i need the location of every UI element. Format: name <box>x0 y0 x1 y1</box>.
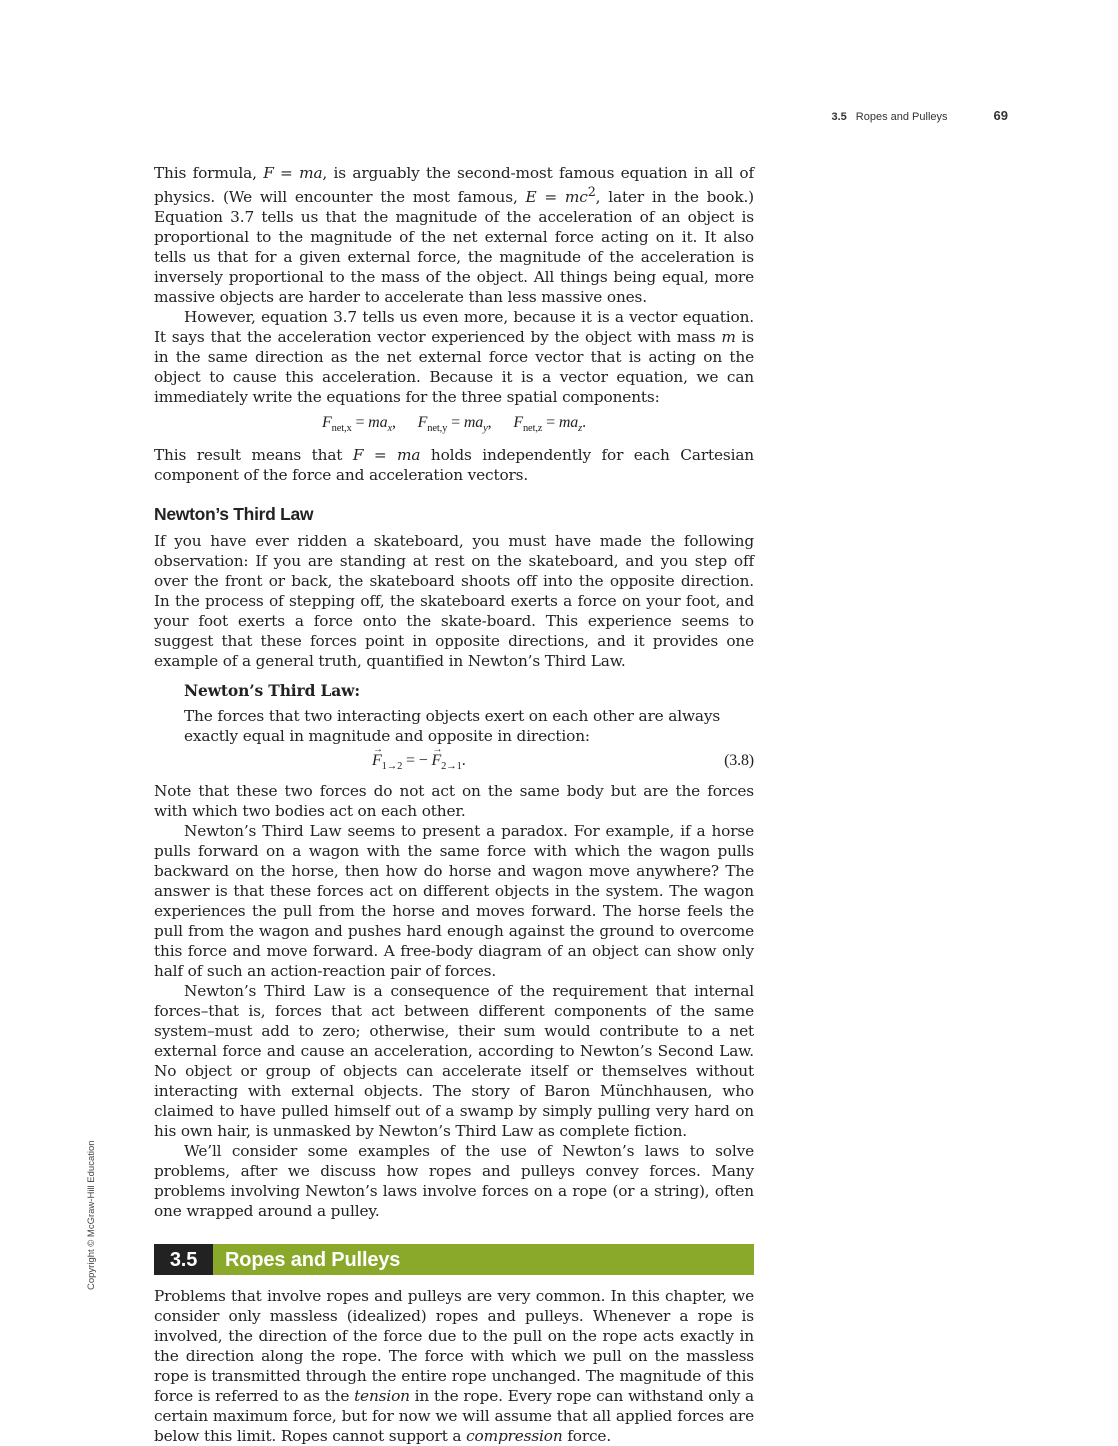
paragraph-vector-equation: However, equation 3.7 tells us even more, because it is a vector equation. It says that the acceleration vector experienced by the object with mass m is in the same direction as the net external force vector that is acting on the object to cause this acceleration. Because it is a vector equation, we can immediately write the equations for the three spatial components: <box>154 308 754 407</box>
running-head <box>832 108 1009 123</box>
paragraph-cartesian: This result means that F = ma holds independently for each Cartesian component of the force and acceleration vectors. <box>154 446 754 485</box>
paragraph-skateboard: If you have ever ridden a skateboard, you must have made the following observation: If you are standing at rest on the skateboard, and you step off over the front or back, the skateboard shoots off into the opposite direction. In the process of stepping off, the skateboard exerts a force on your foot, and your foot exerts a force onto the skate-board. This experience seems to suggest that these forces point in opposite directions, and it provides one example of a general truth, quantified in Newton’s Third Law. <box>154 532 754 671</box>
running-head-section-title: Ropes and Pulleys <box>855 111 948 123</box>
law-statement-box <box>184 680 754 746</box>
section-heading-bar <box>154 1244 754 1275</box>
paragraph-paradox: Newton’s Third Law seems to present a paradox. For example, if a horse pulls forward on a wagon with the same force with which the wagon pulls backward on the horse, then how do horse and wagon move anywhere? The answer is that these forces act on different objects in the system. The wagon experiences the pull from the horse and moves forward. The horse feels the pull from the wagon and pushes hard enough against the ground to overcome this force and move forward. A free-body diagram of an object can show only half of such an action-reaction pair of forces. <box>154 822 754 981</box>
paragraph-ropes-intro: We’ll consider some examples of the use of Newton’s laws to solve problems, after we discuss how ropes and pulleys convey forces. Many problems involving Newton’s laws involve forces on a rope (or a string), often one wrapped around a pulley. <box>154 1142 754 1221</box>
running-head-section-number: 3.5 <box>831 111 847 123</box>
component-equations <box>154 412 754 440</box>
equation-3-8-formula: → $F_{1\to 2}$ = − → $F_{2\to 1}$. <box>372 750 466 778</box>
copyright-notice: Copyright © McGraw-Hill Education <box>86 1140 97 1290</box>
law-statement: The forces that two interacting objects exert on each other are always exactly equal in magnitude and opposite in direction: <box>184 707 721 746</box>
law-title: Newton’s Third Law: <box>184 681 360 701</box>
page-body <box>154 163 754 1446</box>
subheading-third-law: Newton’s Third Law <box>154 504 314 525</box>
paragraph-note-forces: Note that these two forces do not act on the same body but are the forces with which two bodies act on each other. <box>154 782 754 821</box>
equation-3-8 <box>154 750 754 772</box>
page-number: 69 <box>993 108 1008 123</box>
equation-x: $F_{net,x} = ma_x$, <box>322 414 396 435</box>
paragraph-ropes-pulleys: Problems that involve ropes and pulleys are very common. In this chapter, we consider only massless (idealized) ropes and pulleys. Whenever a rope is involved, the direction of the force due to the pull on the rope acts exactly in the direction along the rope. The force with which we pull on the massless rope is transmitted through the entire rope unchanged. The magnitude of this force is referred to as the tension in the rope. Every rope can withstand only a certain maximum force, but for now we will assume that all applied forces are below this limit. Ropes cannot support a compression force. <box>154 1287 754 1446</box>
equation-number: (3.8) <box>724 752 754 770</box>
equation-z: $F_{net,z} = ma_z$. <box>513 414 586 435</box>
equation-y: $F_{net,y} = ma_y$, <box>417 414 492 435</box>
section-number: 3.5 <box>154 1244 213 1275</box>
paragraph-formula-intro: This formula, F = ma, is arguably the second-most famous equation in all of physics. (We will encounter the most famous, $E = mc^2$, later in the book.) Equation 3.7 tells us that the magnitude of the acceleration of an object is proportional to the magnitude of the net external force acting on it. It also tells us that for a given external force, the magnitude of the acceleration is inversely proportional to the mass of the object. All things being equal, more massive objects are harder to accelerate than less massive ones. <box>154 164 754 307</box>
section-title: Ropes and Pulleys <box>213 1244 754 1275</box>
paragraph-internal-forces: Newton’s Third Law is a consequence of the requirement that internal forces–that is, forces that act between different components of the same system–must add to zero; otherwise, their sum would contribute to a net external force and cause an acceleration, according to Newton’s Second Law. No object or group of objects can accelerate itself or themselves without interacting with external objects. The story of Baron Münchhausen, who claimed to have pulled himself out of a swamp by simply pulling very hard on his own hair, is unmasked by Newton’s Third Law as complete fiction. <box>154 982 754 1141</box>
